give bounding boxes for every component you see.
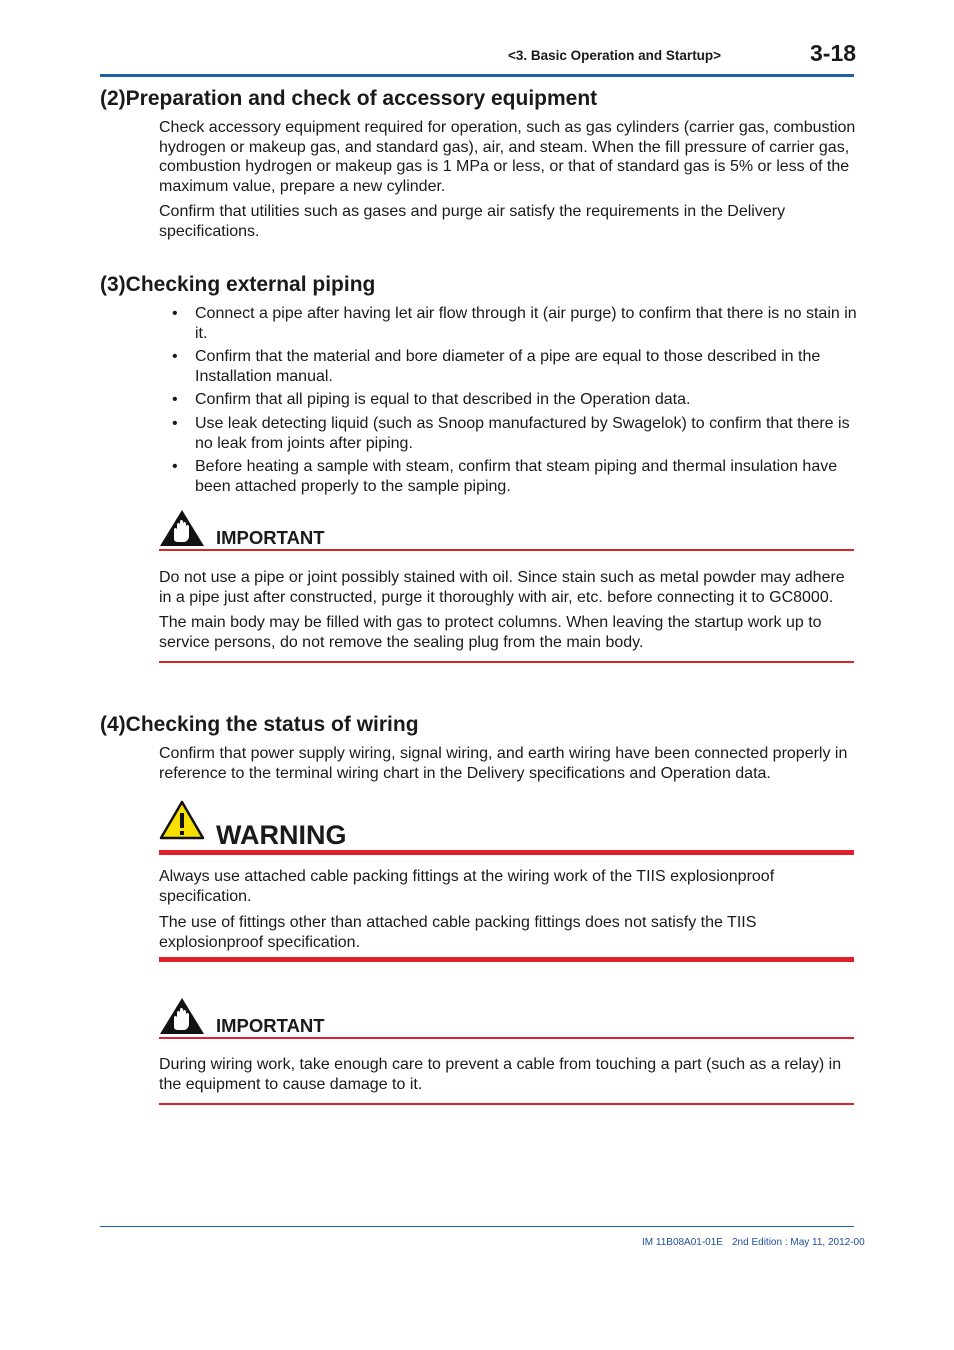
section-4-paragraph-1: Confirm that power supply wiring, signal wiring, and earth wiring have been connected properly in reference to the terminal wiring chart in the Delivery specifications and Operation data. <box>159 745 848 782</box>
important-rule-top <box>159 1037 854 1039</box>
important-rule-bottom <box>159 1103 854 1105</box>
warning-paragraph-2: The use of fittings other than attached cable packing fittings does not satisfy the TIIS explosionproof specification. <box>159 914 757 951</box>
list-item <box>159 390 857 410</box>
bullet-icon: • <box>172 305 178 322</box>
important-label: IMPORTANT <box>216 527 325 548</box>
important-rule-top <box>159 549 854 551</box>
list-item <box>159 414 857 453</box>
bullet-icon: • <box>172 414 178 432</box>
warning-paragraph-1: Always use attached cable packing fittings at the wiring work of the TIIS explosionproof specification. <box>159 868 775 905</box>
section-2-heading: (2)Preparation and check of accessory equipment <box>100 87 598 110</box>
section-3-heading: (3)Checking external piping <box>100 273 376 296</box>
warning-rule-top <box>159 850 854 855</box>
page-number: 3-18 <box>810 40 857 66</box>
bullet-icon: • <box>172 458 178 476</box>
bullet-icon: • <box>172 348 178 366</box>
list-item-text: Connect a pipe after having let air flow through it (air purge) to confirm that there is no stain in it. <box>195 305 857 342</box>
warning-label: WARNING <box>216 820 347 850</box>
list-item <box>159 347 857 386</box>
section-4-heading: (4)Checking the status of wiring <box>100 713 419 736</box>
bullet-icon: • <box>172 391 178 409</box>
footer-doc-number: IM 11B08A01-01E <box>642 1237 723 1248</box>
hand-stop-icon <box>159 997 205 1035</box>
warning-rule-bottom <box>159 957 854 962</box>
list-item-text: Before heating a sample with steam, confirm that steam piping and thermal insulation have been attached properly to the sample piping. <box>195 458 838 495</box>
list-item <box>159 457 857 496</box>
important-1-paragraph-2: The main body may be filled with gas to protect columns. When leaving the startup work up to service persons, do not remove the sealing plug from the main body. <box>159 614 822 651</box>
hand-stop-icon <box>159 509 205 547</box>
piping-checklist <box>159 304 857 500</box>
warning-triangle-icon <box>159 800 205 840</box>
footer-rule <box>100 1226 854 1227</box>
running-header-chapter: <3. Basic Operation and Startup> <box>508 48 722 63</box>
header-rule <box>100 74 854 77</box>
section-2-paragraph-2: Confirm that utilities such as gases and purge air satisfy the requirements in the Delivery specifications. <box>159 203 786 240</box>
list-item-text: Confirm that the material and bore diameter of a pipe are equal to those described in the Installation manual. <box>195 348 821 385</box>
important-rule-bottom <box>159 661 854 663</box>
list-item-text: Use leak detecting liquid (such as Snoop manufactured by Swagelok) to confirm that there is no leak from joints after piping. <box>195 414 850 452</box>
important-label: IMPORTANT <box>216 1015 325 1036</box>
list-item-text: Confirm that all piping is equal to that described in the Operation data. <box>195 391 691 409</box>
important-2-paragraph-1: During wiring work, take enough care to prevent a cable from touching a part (such as a relay) in the equipment to cause damage to it. <box>159 1056 842 1093</box>
section-2-paragraph-1: Check accessory equipment required for operation, such as gas cylinders (carrier gas, combustion hydrogen or makeup gas, and standard gas), air, and steam. When the fill pressure of carrier gas, combustion hydrogen or makeup gas is 1 MPa or less, or that of standard gas is 5% or less of the maximum value, prepare a new cylinder. <box>159 119 856 195</box>
important-1-paragraph-1: Do not use a pipe or joint possibly stained with oil. Since stain such as metal powder may adhere in a pipe just after constructed, purge it thoroughly with air, etc. before connecting it to GC8000. <box>159 569 845 606</box>
footer-edition: 2nd Edition : May 11, 2012-00 <box>732 1237 865 1248</box>
list-item <box>159 304 857 343</box>
